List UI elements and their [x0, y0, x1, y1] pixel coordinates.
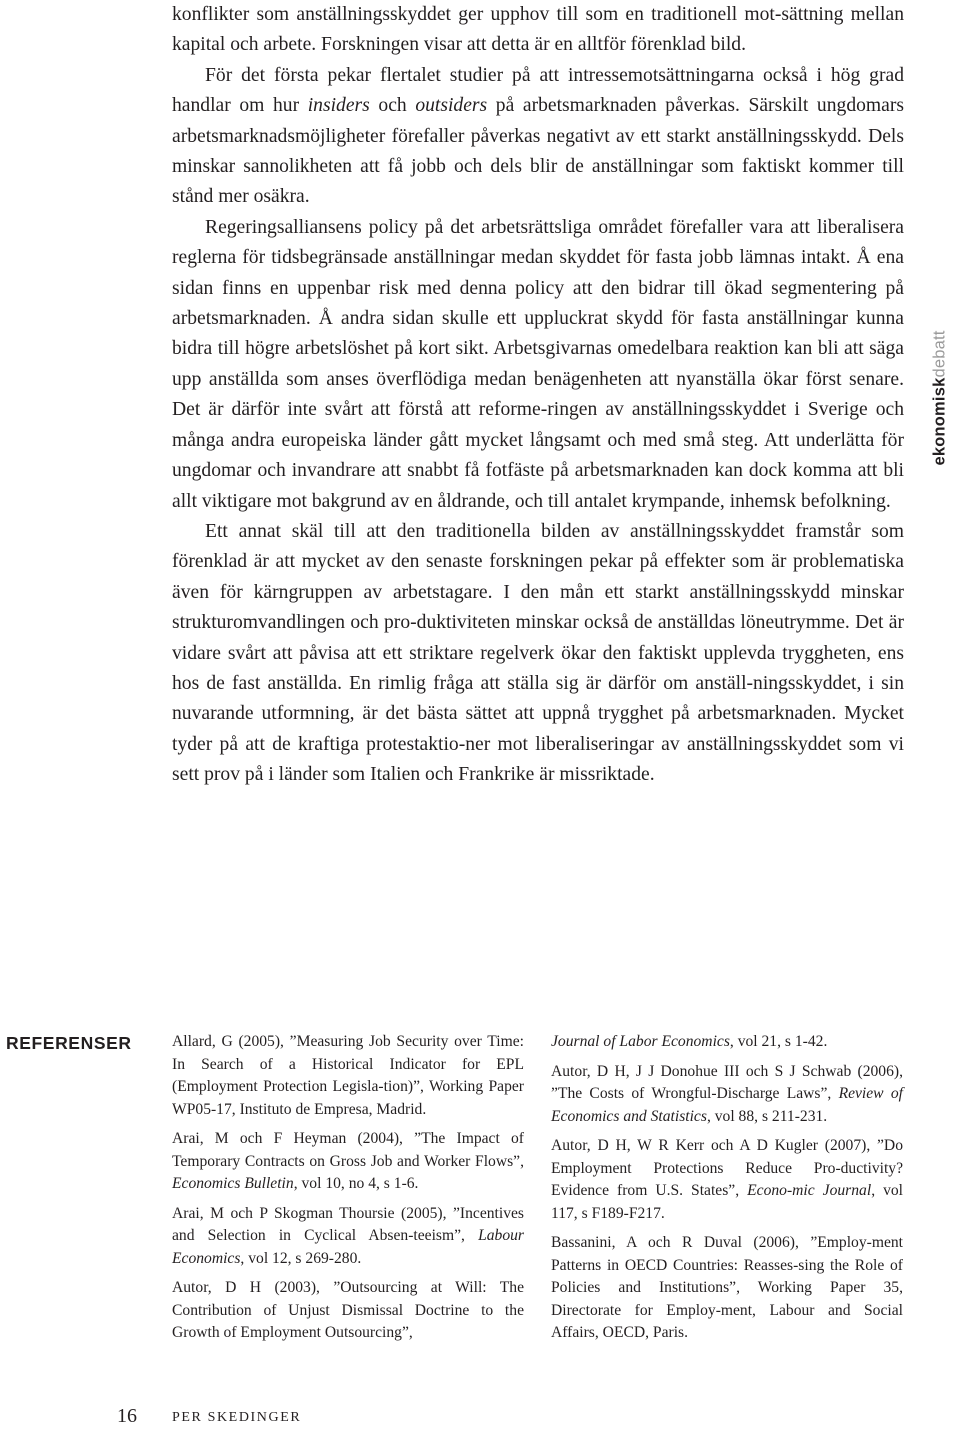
text-run: på arbetsmarknaden påverkas. Särskilt ungdomars arbetsmarknadsmöjligheter förefaller påverkas negativt av ett starkt anställningsskydd. Dels minskar sannolikheten att få jobb och dels blir de anställningar som faktiskt kommer till stånd mer osäkra. — [172, 95, 904, 208]
text-run: och — [369, 95, 416, 117]
text-run: Arai, M och F Heyman (2004), ”The Impact of Temporary Contracts on Gross Job and Worker Flows”, — [172, 1130, 524, 1170]
text-run: Autor, D H, J J Donohue III och S J Schwab (2006), ”The Costs of Wrongful-Discharge Laws”, — [551, 1062, 903, 1102]
reference-entry — [551, 1031, 903, 1054]
text-run: Autor, D H, W R Kerr och A D Kugler (2007), ”Do Employment Protections Reduce Pro-ductivity? Evidence from U.S. States”, — [551, 1137, 903, 1199]
reference-entry — [172, 1203, 524, 1271]
text-run: , vol 10, no 4, s 1-6. — [293, 1175, 419, 1192]
text-run: Arai, M och P Skogman Thoursie (2005), ”Incentives and Selection in Cyclical Absen-teeism”, — [172, 1204, 524, 1244]
journal-title: Journal of Labor Economics — [551, 1033, 730, 1050]
reference-entry — [551, 1061, 903, 1129]
journal-title: Review of Economics and Statistics — [551, 1085, 903, 1125]
brand-bold: ekonomisk — [930, 377, 949, 466]
references-column-right — [551, 1031, 903, 1352]
paragraph: Ett annat skäl till att den traditionella bilden av anställningsskyddet framstår som förenklad är att mycket av den senaste forskningen pekar på effekter som är problematiska även för kärngruppen av arbetstagare. I den mån ett starkt anställningsskydd minskar strukturomvandlingen och pro-duktiviteten minskar också de anställdas löneutrymme. Det är vidare svårt att påvisa att ett striktare regelverk ökar den faktiskt upplevda tryggheten, ens hos de fast anställda. En rimlig fråga att ställa sig är därför om anställ-ningsskyddet, i sin nuvarande utformning, är det bästa sättet att uppnå trygghet på arbetsmarknaden. Mycket tyder på att de kraftiga protestaktio-ner mot liberaliseringar av anställningsskyddet som vi sett prov på i länder som Italien och Frankrike är missriktade. — [172, 520, 904, 786]
references-column-left — [172, 1031, 524, 1352]
reference-entry — [551, 1135, 903, 1225]
references-heading: REFERENSER — [6, 1033, 132, 1053]
paragraph: Regeringsalliansens policy på det arbetsrättsliga området förefaller vara att liberalisera reglerna för tidsbegränsade anställningar medan skyddet för fasta jobb lämnas intakt. Å ena sidan finns en uppenbar risk med denna policy att den bidrar till ökad segmentering på arbetsmarknaden. Å andra sidan skulle ett uppluckrat skydd för fasta anställningar kunna bidra till högre arbetslöshet på kort sikt. Arbetsgivarnas omedelbara reaktion kan bli att säga upp anställda som anses överflödiga medan benägenheten att nyanställa ökar först senare. Det är därför inte svårt att förstå att reforme-ringen av anställningsskyddet i Sverige och många andra europeiska länder gått mycket långsamt och med små steg. Att underlätta för ungdomar och invandrare att snabbt få fotfäste på arbetsmarknaden kan dock komma att bli allt viktigare mot bakgrund av en åldrande, och till antalet krympande, inhemsk befolkning. — [172, 216, 904, 512]
journal-title: Labour Economics — [172, 1227, 524, 1267]
paragraph — [172, 61, 904, 213]
text-run: , vol 21, s 1-42. — [729, 1033, 828, 1050]
text-run: , vol 117, s F189-F217. — [551, 1182, 904, 1222]
italic-term: outsiders — [415, 95, 488, 117]
reference-entry: Allard, G (2005), ”Measuring Job Security over Time: In Search of a Historical Indicator for EPL (Employment Protection Legisla-tion)”, Working Paper WP05-17, Instituto de Empresa, Madrid. — [172, 1033, 524, 1118]
journal-title: Econo-mic Journal — [747, 1182, 872, 1199]
brand-light: debatt — [930, 330, 949, 378]
reference-entry: Autor, D H (2003), ”Outsourcing at Will: The Contribution of Unjust Dismissal Doctrine to the Growth of Employment Outsourcing”, — [172, 1279, 524, 1341]
reference-entry — [172, 1128, 524, 1196]
italic-term: insiders — [307, 95, 370, 117]
text-run: , vol 88, s 211-231. — [706, 1107, 828, 1125]
journal-brand — [931, 330, 950, 465]
paragraph: konflikter som anställningsskyddet ger upphov till som en traditionell mot-sättning mellan kapital och arbete. Forskningen visar att detta är en alltför förenklad bild. — [172, 4, 904, 56]
page-number: 16 — [117, 1405, 137, 1427]
journal-title: Economics Bulletin — [172, 1175, 294, 1192]
author-name: PER SKEDINGER — [172, 1410, 302, 1425]
reference-entry: Bassanini, A och R Duval (2006), ”Employ-ment Patterns in OECD Countries: Reasses-sing the Role of Policies and Institutions”, Working Paper 35, Directorate for Employ-ment, Labour and Social Affairs, OECD, Paris. — [551, 1234, 903, 1341]
text-run: , vol 12, s 269-280. — [240, 1249, 362, 1267]
body-text — [172, 0, 904, 791]
text-run: För det första pekar flertalet studier på att intressemotsättningarna också i hög grad handlar om hur — [172, 64, 904, 117]
